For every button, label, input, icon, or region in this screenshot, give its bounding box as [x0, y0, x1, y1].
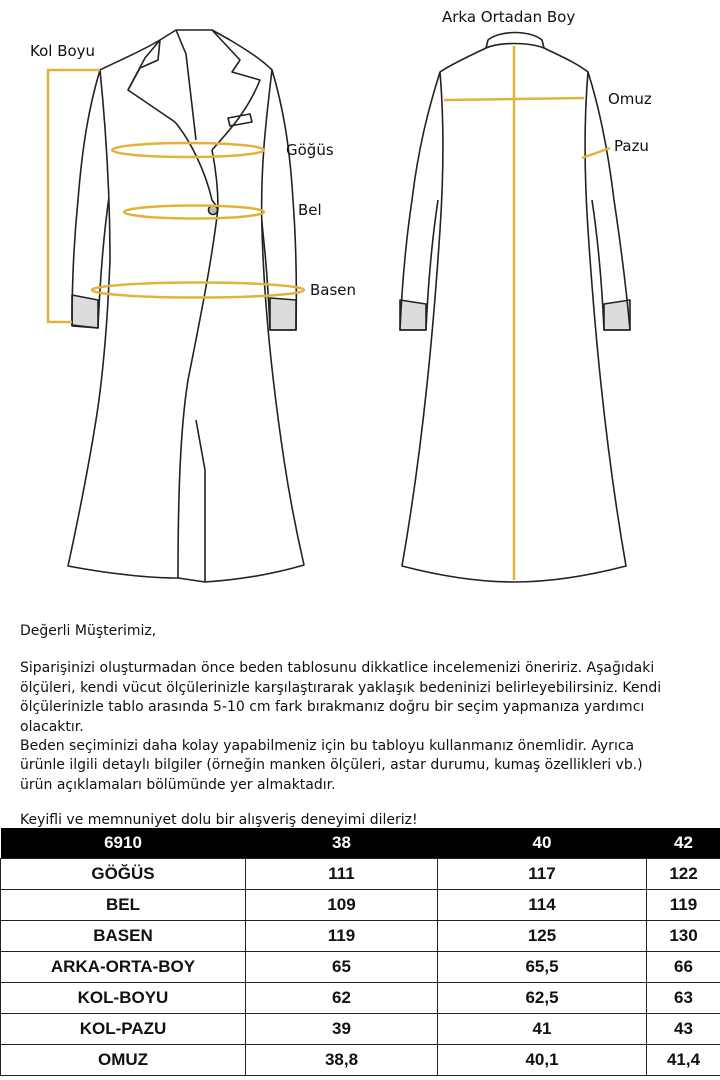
value-cell: 62: [246, 983, 438, 1014]
size-header: 38: [246, 828, 438, 859]
size-table: [0, 828, 720, 1076]
paragraph-1: [20, 659, 710, 737]
value-cell: 130: [647, 921, 720, 952]
value-cell: 63: [647, 983, 720, 1014]
customer-note: [20, 622, 710, 831]
measure-name-cell: KOL-BOYU: [1, 983, 246, 1014]
value-cell: 122: [647, 859, 720, 890]
basen-label: Basen: [310, 281, 357, 299]
value-cell: 66: [647, 952, 720, 983]
table-header-row: [1, 828, 720, 859]
value-cell: 119: [246, 921, 438, 952]
paragraph-line: Beden seçiminizi daha kolay yapabilmeniz için bu tabloyu kullanmanız önemlidir. Ayrıca: [20, 738, 635, 755]
table-row: [1, 952, 720, 983]
value-cell: 38,8: [246, 1045, 438, 1076]
value-cell: 39: [246, 1014, 438, 1045]
value-cell: 117: [438, 859, 647, 890]
paragraph-line: Siparişinizi oluşturmadan önce beden tablosunu dikkatlice incelemenizi öneririz. Aşağıdaki: [20, 660, 655, 677]
table-row: [1, 921, 720, 952]
table-row: [1, 859, 720, 890]
value-cell: 62,5: [438, 983, 647, 1014]
value-cell: 114: [438, 890, 647, 921]
value-cell: 65: [246, 952, 438, 983]
value-cell: 41: [438, 1014, 647, 1045]
closing-text: Keyifli ve memnuniyet dolu bir alışveriş deneyimi dileriz!: [20, 812, 418, 829]
paragraph-line: ürünle ilgili detaylı bilgiler (örneğin manken ölçüleri, astar durumu, kumaş özellikleri vb.): [20, 757, 643, 774]
table-row: [1, 1014, 720, 1045]
paragraph-line: ürün açıklamaları bölümünde yer almaktadır.: [20, 776, 336, 793]
bel-label: Bel: [298, 201, 322, 219]
greeting-text: Değerli Müşterimiz,: [20, 623, 157, 639]
measure-name-cell: BEL: [1, 890, 246, 921]
table-row: [1, 890, 720, 921]
value-cell: 119: [647, 890, 720, 921]
gogus-label: Göğüs: [286, 141, 334, 159]
value-cell: 125: [438, 921, 647, 952]
kol-boyu-label: Kol Boyu: [30, 42, 96, 60]
paragraph-line: olacaktır.: [20, 718, 84, 735]
size-header: 42: [647, 828, 720, 859]
measure-name-cell: OMUZ: [1, 1045, 246, 1076]
table-row: [1, 983, 720, 1014]
value-cell: 109: [246, 890, 438, 921]
paragraph-line: ölçüleri, kendi vücut ölçülerinizle karşılaştırarak yaklaşık bedeninizi belirleyebilirsiniz. Kendi: [20, 679, 662, 696]
value-cell: 65,5: [438, 952, 647, 983]
value-cell: 111: [246, 859, 438, 890]
value-cell: 41,4: [647, 1045, 720, 1076]
measure-name-cell: GÖĞÜS: [1, 859, 246, 890]
arka-ortadan-boy-label: Arka Ortadan Boy: [442, 8, 576, 26]
size-header: 40: [438, 828, 647, 859]
paragraph-line: ölçülerinizle tablo arasında 5-10 cm fark bırakmanız doğru bir seçim yapmanıza yardımcı: [20, 699, 645, 716]
measure-name-cell: KOL-PAZU: [1, 1014, 246, 1045]
measure-name-cell: ARKA-ORTA-BOY: [1, 952, 246, 983]
model-code-header: 6910: [1, 828, 246, 859]
paragraph-2: [20, 737, 710, 795]
measure-name-cell: BASEN: [1, 921, 246, 952]
pazu-label: Pazu: [614, 137, 649, 155]
coat-front-drawing: [68, 30, 304, 582]
value-cell: 43: [647, 1014, 720, 1045]
omuz-label: Omuz: [608, 90, 652, 108]
table-row: [1, 1045, 720, 1076]
value-cell: 40,1: [438, 1045, 647, 1076]
